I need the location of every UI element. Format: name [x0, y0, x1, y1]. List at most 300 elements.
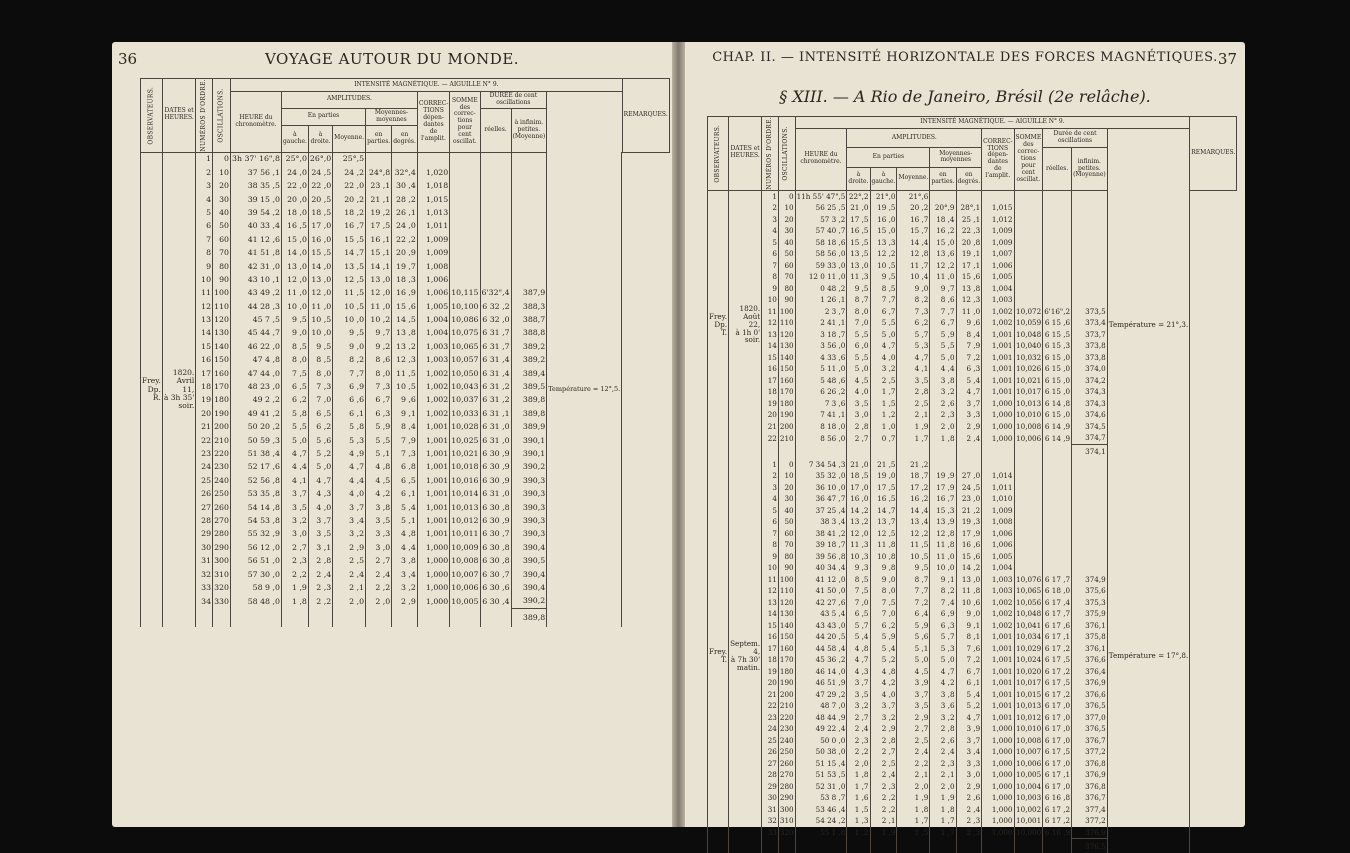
- table-cell: 3 ,2: [870, 712, 897, 724]
- infinim-cell: [511, 233, 547, 246]
- table-cell: 18 ,5: [847, 470, 870, 482]
- table-cell: 18: [762, 654, 779, 666]
- table-cell: 6 30 ,7: [480, 528, 511, 541]
- empty-cell: [196, 608, 213, 627]
- table-cell: 3 ,3: [366, 528, 392, 541]
- table-cell: 8 56 ,0: [795, 432, 847, 444]
- empty-cell: [417, 608, 449, 627]
- table-cell: 1,018: [417, 179, 449, 192]
- table-cell: 300: [213, 554, 231, 567]
- table-cell: 2 ,5: [897, 398, 930, 410]
- table-cell: 7 ,9: [392, 434, 418, 447]
- table-cell: 4 ,7: [930, 666, 956, 678]
- table-cell: 4 ,2: [870, 677, 897, 689]
- table-cell: 33: [762, 827, 779, 839]
- table-cell: 4: [762, 493, 779, 505]
- table-cell: 1 ,5: [870, 398, 897, 410]
- table-cell: 18 ,2: [333, 206, 366, 219]
- table-cell: 1,000: [982, 781, 1014, 793]
- header-en-parties: En parties: [847, 148, 930, 167]
- table-cell: 6 31 ,4: [480, 367, 511, 380]
- table-cell: [450, 166, 480, 179]
- table-cell: 11 ,0: [930, 551, 956, 563]
- table-cell: 6'32",4: [480, 287, 511, 300]
- table-cell: 3 56 ,0: [795, 340, 847, 352]
- table-cell: 19 ,1: [956, 248, 982, 260]
- table-cell: 6 14 ,9: [1043, 432, 1072, 444]
- table-cell: 150: [779, 632, 794, 642]
- table-cell: [1014, 562, 1043, 574]
- table-cell: 1 ,2: [847, 827, 870, 839]
- table-cell: 3 ,6: [930, 700, 956, 712]
- infinim-cell: 390,3: [511, 501, 547, 514]
- table-cell: 41 50 ,0: [795, 585, 847, 597]
- table-cell: 330: [213, 595, 231, 609]
- table-cell: 130: [779, 341, 794, 351]
- table-cell: 1,011: [982, 482, 1014, 494]
- table-cell: 1,001: [417, 420, 449, 433]
- table-cell: 1,001: [417, 461, 449, 474]
- table-cell: 8: [762, 539, 779, 551]
- table-cell: [956, 459, 982, 471]
- date-line: 1820.: [739, 303, 761, 313]
- infinim-cell: 387,9: [511, 287, 547, 300]
- table-cell: 1 ,7: [930, 827, 956, 839]
- table-cell: 2 ,3: [870, 781, 897, 793]
- table-cell: 10,008: [1014, 421, 1043, 433]
- table-cell: 1,009: [982, 225, 1014, 237]
- table-cell: 20: [778, 214, 795, 226]
- table-cell: 1,015: [417, 193, 449, 206]
- table-cell: 310: [213, 568, 231, 581]
- observer-name: Frey.: [142, 376, 161, 386]
- table-cell: 3 ,8: [930, 689, 956, 701]
- table-cell: 4 ,7: [956, 386, 982, 398]
- table-cell: 10,043: [450, 380, 480, 393]
- table-cell: 3 ,4: [392, 568, 418, 581]
- table-cell: 1,001: [417, 514, 449, 527]
- empty-cell: [213, 608, 231, 627]
- table-cell: [450, 273, 480, 286]
- date-line: matin.: [736, 662, 761, 672]
- table-cell: 1 ,7: [870, 386, 897, 398]
- header-a-gauche: à gauche.: [281, 125, 308, 152]
- table-cell: 15 ,6: [392, 300, 418, 313]
- table-cell: 12 ,0: [366, 287, 392, 300]
- table-cell: 280: [779, 781, 794, 791]
- table-cell: [1014, 528, 1043, 540]
- table-cell: 11 ,5: [392, 367, 418, 380]
- table-cell: 17: [196, 367, 213, 380]
- table-cell: 6 ,6: [333, 394, 366, 407]
- table-cell: [1014, 551, 1043, 563]
- table-cell: 1,001: [982, 700, 1014, 712]
- table-cell: 22°,2: [848, 191, 869, 201]
- table-cell: 1: [762, 190, 779, 202]
- table-cell: 10 ,3: [847, 551, 870, 563]
- table-cell: 12 0 11 ,0: [795, 271, 847, 283]
- table-cell: 2 ,4: [956, 804, 982, 816]
- table-cell: 5 ,7: [897, 329, 930, 341]
- table-cell: 1,001: [417, 474, 449, 487]
- table-cell: 1,009: [982, 505, 1014, 517]
- table-cell: 10,009: [450, 541, 480, 554]
- table-cell: 8 ,2: [897, 294, 930, 306]
- table-cell: 16: [762, 631, 779, 643]
- table-cell: 4 ,0: [847, 386, 870, 398]
- table-cell: 12 ,2: [930, 260, 956, 272]
- table-cell: 5 ,5: [366, 434, 392, 447]
- table-cell: 6 32 ,2: [480, 300, 511, 313]
- table-cell: 6 ,3: [366, 407, 392, 420]
- table-cell: 270: [213, 514, 231, 527]
- table-cell: 5 ,5: [870, 317, 897, 329]
- table-cell: 10 ,0: [930, 562, 956, 574]
- table-cell: 150: [213, 353, 231, 366]
- table-cell: 1,000: [982, 758, 1014, 770]
- table-cell: 12 ,5: [333, 273, 366, 286]
- table-cell: 6 ,2: [870, 620, 897, 632]
- table-cell: 17 ,2: [897, 482, 930, 494]
- table-cell: 5 ,0: [281, 434, 308, 447]
- table-cell: 4 ,9: [333, 447, 366, 460]
- table-cell: 10 ,5: [333, 300, 366, 313]
- table-cell: [930, 459, 956, 471]
- infinim-cell: 390,2: [511, 595, 547, 609]
- infinim-cell: [511, 152, 547, 166]
- table-cell: [1014, 271, 1043, 283]
- table-cell: 3 ,8: [392, 554, 418, 567]
- table-cell: 2 ,2: [870, 792, 897, 804]
- table-cell: 50 59 ,3: [230, 434, 281, 447]
- table-cell: [1014, 493, 1043, 505]
- table-cell: [1014, 202, 1043, 214]
- table-cell: 10,075: [450, 327, 480, 340]
- table-cell: 30: [213, 193, 231, 206]
- table-cell: 1,000: [982, 735, 1014, 747]
- table-cell: 110: [213, 300, 231, 313]
- date-line: 22,: [748, 319, 761, 329]
- table-cell: 40: [778, 237, 795, 249]
- table-cell: 15 ,6: [956, 271, 982, 283]
- table-cell: 13: [762, 597, 779, 609]
- table-cell: 10,021: [1014, 375, 1043, 387]
- infinim-cell: 390,1: [511, 434, 547, 447]
- header-amplitudes: AMPLITUDES.: [847, 129, 982, 148]
- table-cell: 4 ,0: [870, 689, 897, 701]
- table-cell: 17 ,5: [870, 482, 897, 494]
- table-cell: 1,001: [982, 712, 1014, 724]
- empty-cell: [982, 444, 1014, 459]
- table-cell: 1,002: [982, 317, 1014, 329]
- table-cell: 8 ,5: [308, 353, 332, 366]
- table-cell: [480, 152, 511, 166]
- table-cell: 22: [196, 434, 213, 447]
- table-cell: 5 ,2: [956, 700, 982, 712]
- table-cell: 9 ,3: [847, 562, 870, 574]
- observer-name: Dp.: [147, 384, 161, 394]
- table-cell: 1,000: [982, 792, 1014, 804]
- empty-cell: [308, 608, 332, 627]
- table-cell: 8 ,0: [281, 353, 308, 366]
- table-cell: 2 ,6: [930, 398, 956, 410]
- table-cell: 1,005: [982, 271, 1014, 283]
- table-cell: 21 ,2: [956, 505, 982, 517]
- table-cell: 5 ,6: [308, 434, 332, 447]
- empty-cell: [870, 444, 897, 459]
- table-cell: 1,013: [417, 206, 449, 219]
- table-cell: 80: [778, 283, 795, 295]
- table-cell: 14 ,4: [897, 237, 930, 249]
- table-cell: [1043, 225, 1072, 237]
- table-cell: 5: [762, 505, 779, 517]
- table-cell: 6 30 ,6: [480, 581, 511, 594]
- table-cell: 45 36 ,2: [795, 654, 847, 666]
- table-cell: 6 31 ,4: [480, 353, 511, 366]
- table-cell: 374,0: [1072, 363, 1108, 375]
- table-cell: 6 31 ,0: [480, 487, 511, 500]
- infinim-cell: 389,9: [511, 420, 547, 433]
- table-cell: 10,006: [1014, 432, 1043, 444]
- table-cell: 3: [196, 179, 213, 192]
- table-cell: 32: [762, 815, 779, 827]
- table-cell: 375,3: [1072, 597, 1108, 609]
- table-cell: 5 ,9: [930, 329, 956, 341]
- table-cell: 53 35 ,8: [230, 487, 281, 500]
- table-cell: 376,5: [1072, 700, 1108, 712]
- table-cell: 24: [762, 723, 779, 735]
- table-cell: 13 ,0: [366, 273, 392, 286]
- table-cell: 4 ,7: [956, 712, 982, 724]
- table-cell: 6 30 ,9: [480, 474, 511, 487]
- table-cell: 6 14 ,9: [1043, 421, 1072, 433]
- table-cell: [480, 273, 511, 286]
- table-cell: 13 ,0: [847, 260, 870, 272]
- table-cell: [1014, 283, 1043, 295]
- table-cell: 1: [762, 459, 779, 471]
- table-cell: 373,8: [1072, 352, 1108, 364]
- table-cell: 4 ,1: [281, 474, 308, 487]
- table-cell: 2 ,7: [847, 712, 870, 724]
- table-cell: 1,001: [982, 386, 1014, 398]
- table-cell: 6 17 ,0: [1043, 723, 1072, 735]
- table-cell: 8 ,6: [930, 294, 956, 306]
- table-cell: 15 ,6: [956, 551, 982, 563]
- header-observateurs: OBSERVATEURS.: [708, 117, 729, 191]
- header-corrections: CORREC-TIONS dépen-dantes de l'amplit.: [982, 129, 1014, 191]
- table-cell: 6 ,7: [930, 317, 956, 329]
- table-cell: [1014, 260, 1043, 272]
- table-cell: 14 ,5: [392, 313, 418, 326]
- table-cell: 50: [778, 516, 795, 528]
- table-cell: 54 24 ,2: [795, 815, 847, 827]
- table-cell: 10,007: [1014, 746, 1043, 758]
- table-cell: 40 34 ,4: [795, 562, 847, 574]
- table-cell: 9 ,1: [956, 620, 982, 632]
- table-cell: 10,001: [1014, 815, 1043, 827]
- table-cell: 10,000: [1014, 827, 1043, 839]
- table-cell: 16 ,5: [847, 225, 870, 237]
- table-cell: 9 ,0: [956, 608, 982, 620]
- infinim-cell: 389,2: [511, 340, 547, 353]
- infinim-cell: 390,1: [511, 447, 547, 460]
- table-cell: 56 51 ,0: [230, 554, 281, 567]
- table-cell: 24 ,2: [333, 166, 366, 179]
- date-line: soir.: [744, 335, 761, 345]
- table-cell: 16: [196, 353, 213, 366]
- table-cell: 6 15 ,0: [1043, 363, 1072, 375]
- table-cell: 4 ,8: [870, 666, 897, 678]
- section-subtitle: § XIII. — A Rio de Janeiro, Brésil (2e relâche).: [779, 87, 1151, 106]
- table-cell: 2 ,2: [281, 568, 308, 581]
- table-cell: 5 ,1: [392, 514, 418, 527]
- table-cell: 3 18 ,7: [795, 329, 847, 341]
- table-cell: 2 ,4: [870, 769, 897, 781]
- table-cell: 6 17 ,7: [1043, 574, 1072, 586]
- table-cell: 50 20 ,2: [230, 420, 281, 433]
- table-cell: 10,029: [1014, 643, 1043, 655]
- table-cell: 6 15 ,0: [1043, 375, 1072, 387]
- table-cell: 10 ,6: [956, 597, 982, 609]
- table-cell: 53 8 ,7: [795, 792, 847, 804]
- table-cell: 10,006: [450, 581, 480, 594]
- table-cell: 1,007: [982, 248, 1014, 260]
- table-cell: 80: [778, 551, 795, 563]
- table-cell: [1043, 459, 1072, 471]
- table-cell: 5 ,5: [847, 352, 870, 364]
- table-cell: 13 ,8: [956, 283, 982, 295]
- table-cell: 11: [762, 574, 779, 586]
- table-cell: 1,003: [417, 353, 449, 366]
- header-infinim: à infinim. petites. (Moyenne): [511, 108, 547, 152]
- table-cell: 11 ,8: [956, 585, 982, 597]
- table-cell: 13 ,0: [308, 273, 332, 286]
- table-cell: 1,001: [417, 487, 449, 500]
- table-cell: 2 ,6: [930, 735, 956, 747]
- table-cell: 21: [196, 420, 213, 433]
- table-cell: 10,032: [1014, 352, 1043, 364]
- table-cell: 373,8: [1072, 340, 1108, 352]
- table-cell: [1072, 470, 1108, 482]
- table-cell: 5 ,4: [956, 375, 982, 387]
- table-cell: 1,002: [982, 306, 1014, 318]
- table-cell: 22: [762, 432, 779, 444]
- table-cell: 1,000: [417, 581, 449, 594]
- table-cell: 2 ,5: [333, 554, 366, 567]
- table-cell: 6 17 ,0: [1043, 781, 1072, 793]
- table-cell: 6 ,1: [392, 487, 418, 500]
- table-cell: 3 ,5: [281, 501, 308, 514]
- header-somme: SOMME des correc-tions pour cent oscillat.: [1014, 129, 1043, 191]
- infinim-cell: [511, 273, 547, 286]
- table-cell: 48 44 ,9: [795, 712, 847, 724]
- table-cell: 7 ,0: [870, 608, 897, 620]
- table-cell: 6 31 ,1: [480, 407, 511, 420]
- infinim-cell: [511, 246, 547, 259]
- table-cell: 13 ,2: [392, 340, 418, 353]
- table-cell: 10,013: [1014, 398, 1043, 410]
- table-cell: 10,008: [1014, 735, 1043, 747]
- table-cell: [1072, 271, 1108, 283]
- table-cell: 17 ,9: [956, 528, 982, 540]
- table-cell: 56 12 ,0: [230, 541, 281, 554]
- table-cell: 9 ,0: [281, 327, 308, 340]
- table-cell: 2 ,1: [897, 409, 930, 421]
- table-cell: 6 30 ,8: [480, 501, 511, 514]
- table-cell: 70: [778, 539, 795, 551]
- table-cell: 2 ,7: [847, 432, 870, 444]
- table-cell: 3 ,7: [897, 689, 930, 701]
- table-cell: 19: [762, 398, 779, 410]
- table-cell: 8 18 ,0: [795, 421, 847, 433]
- table-cell: [1043, 516, 1072, 528]
- empty-cell: [450, 608, 480, 627]
- table-cell: 16 ,5: [870, 493, 897, 505]
- table-cell: 11 ,0: [308, 300, 332, 313]
- left-magnetic-table: [140, 78, 670, 627]
- table-cell: 1,015: [982, 202, 1014, 214]
- table-cell: 15: [196, 340, 213, 353]
- empty-cell: [480, 608, 511, 627]
- table-cell: [1014, 482, 1043, 494]
- table-cell: 10,050: [450, 367, 480, 380]
- table-cell: 10,024: [1014, 654, 1043, 666]
- table-cell: 6 17 ,4: [1043, 597, 1072, 609]
- table-cell: 43 5 ,4: [795, 608, 847, 620]
- table-cell: [450, 193, 480, 206]
- table-cell: 1 ,3: [847, 815, 870, 827]
- table-cell: 44 20 ,5: [795, 631, 847, 643]
- empty-cell: [1014, 444, 1043, 459]
- table-cell: 10,026: [1014, 363, 1043, 375]
- table-cell: 10 ,5: [392, 380, 418, 393]
- table-cell: 1,000: [417, 541, 449, 554]
- table-cell: [1043, 528, 1072, 540]
- empty-cell: [333, 608, 366, 627]
- table-cell: [1043, 248, 1072, 260]
- table-cell: 41 12 ,6: [230, 233, 281, 246]
- table-cell: 6 17 ,0: [1043, 735, 1072, 747]
- table-cell: 12 ,5: [870, 528, 897, 540]
- table-cell: 20: [213, 179, 231, 192]
- table-cell: 24 ,5: [308, 166, 332, 179]
- table-cell: 4 ,2: [930, 677, 956, 689]
- table-cell: 42 27 ,6: [795, 597, 847, 609]
- table-cell: 5 48 ,6: [795, 375, 847, 387]
- table-cell: 1,002: [982, 608, 1014, 620]
- left-table-body: [141, 152, 670, 627]
- table-cell: 1,000: [982, 746, 1014, 758]
- table-cell: [1072, 516, 1108, 528]
- table-cell: 1,000: [982, 409, 1014, 421]
- infinim-cell: 390,3: [511, 528, 547, 541]
- table-cell: 13 ,0: [956, 574, 982, 586]
- table-cell: [1014, 190, 1043, 202]
- table-cell: 5: [762, 237, 779, 249]
- table-cell: 4 ,0: [333, 487, 366, 500]
- remark-cell: Température = 21°,3.: [1107, 190, 1190, 459]
- right-running-head: [685, 50, 1245, 70]
- table-cell: [450, 233, 480, 246]
- table-cell: 4 ,5: [366, 474, 392, 487]
- infinim-cell: 389,8: [511, 394, 547, 407]
- table-cell: 376,4: [1072, 666, 1108, 678]
- table-cell: 26 ,1: [392, 206, 418, 219]
- table-cell: 28: [762, 769, 779, 781]
- table-cell: 2 ,3: [956, 815, 982, 827]
- table-cell: 6 ,5: [308, 407, 332, 420]
- observer-name: Dp.: [714, 319, 728, 329]
